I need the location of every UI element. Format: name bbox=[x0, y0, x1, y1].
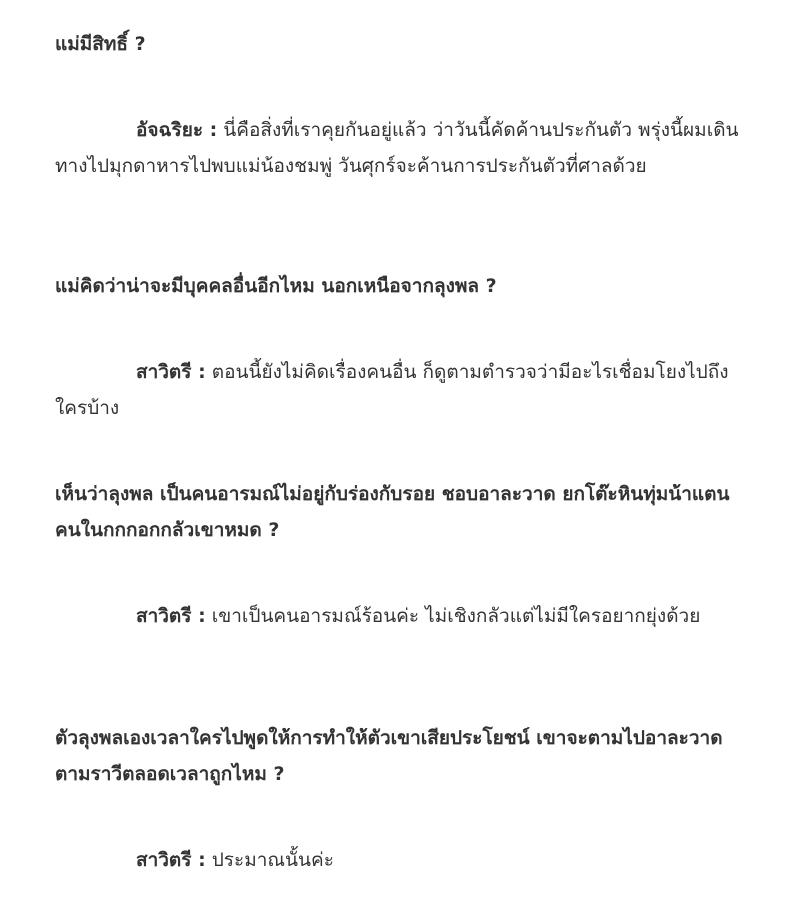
question-paragraph: แม่มีสิทธิ์ ? bbox=[55, 33, 146, 55]
speaker-name: สาวิตรี : bbox=[136, 605, 206, 627]
answer-text: นี่คือสิ่งที่เราคุยกันอยู่แล้ว ว่าวันนี้คัดค้านประกันตัว พรุ่งนี้ผมเดินทางไปมุกดาหารไปพบแม่น้องชมพู่ วันศุกร์จะค้านการประกันตัวที่ศาลด้วย bbox=[55, 119, 739, 177]
answer-paragraph bbox=[55, 842, 745, 878]
speaker-name: อัจฉริยะ : bbox=[136, 119, 218, 141]
answer-paragraph bbox=[55, 598, 745, 634]
speaker-name: สาวิตรี : bbox=[136, 361, 206, 383]
answer-text: เขาเป็นคนอารมณ์ร้อนค่ะ ไม่เชิงกลัวแต่ไม่มีใครอยากยุ่งด้วย bbox=[205, 605, 701, 627]
answer-text: ประมาณนั้นค่ะ bbox=[205, 849, 334, 871]
question-paragraph: เห็นว่าลุงพล เป็นคนอารมณ์ไม่อยู่กับร่องกับรอย ชอบอาละวาด ยกโต๊ะหินทุ่มน้าแตน คนในกกกอกกลัวเขาหมด ? bbox=[55, 483, 730, 541]
answer-text: ตอนนี้ยังไม่คิดเรื่องคนอื่น ก็ดูตามตำรวจว่ามีอะไรเชื่อมโยงไปถึงใครบ้าง bbox=[55, 361, 729, 419]
answer-paragraph bbox=[55, 112, 745, 184]
question-paragraph: แม่คิดว่าน่าจะมีบุคคลอื่นอีกไหม นอกเหนือจากลุงพล ? bbox=[55, 275, 497, 297]
speaker-name: สาวิตรี : bbox=[136, 849, 206, 871]
question-paragraph: ตัวลุงพลเองเวลาใครไปพูดให้การทำให้ตัวเขาเสียประโยชน์ เขาจะตามไปอาละวาด ตามราวีตลอดเวลาถูกไหม ? bbox=[55, 727, 723, 785]
answer-paragraph bbox=[55, 354, 745, 426]
